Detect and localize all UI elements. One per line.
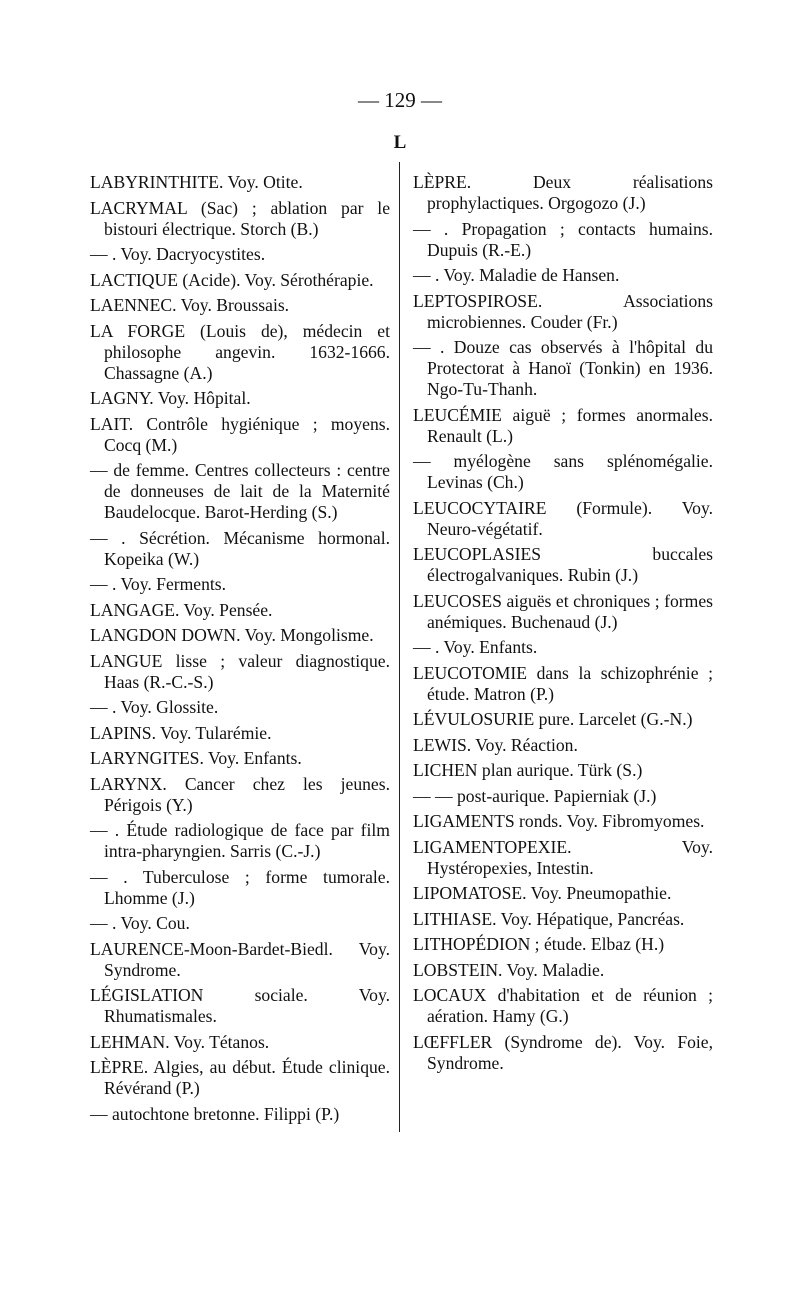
index-entry: LITHIASE. Voy. Hépatique, Pancréas. — [413, 908, 685, 929]
index-entry: — . Étude radiologique de face par film intra-pharyngien. Sarris (C.-J.) — [90, 820, 395, 861]
index-entry: LEWIS. Voy. Réaction. — [413, 734, 578, 755]
index-entry: LÈPRE. Algies, au début. Étude clinique. Révérand (P.) — [90, 1057, 395, 1098]
index-entry: LEUCÉMIE aiguë ; formes anormales. Renault (L.) — [413, 404, 718, 446]
index-entry: LEUCOCYTAIRE (Formule). Voy. Neuro-végétatif. — [413, 497, 718, 539]
index-entry: LAIT. Contrôle hygiénique ; moyens. Cocq (M.) — [90, 413, 395, 455]
column-divider — [399, 162, 400, 1132]
index-entry: LABYRINTHITE. Voy. Otite. — [90, 172, 303, 192]
index-entry: LŒFFLER (Syndrome de). Voy. Foie, Syndrome. — [413, 1031, 718, 1073]
index-entry: — . Voy. Maladie de Hansen. — [413, 265, 620, 285]
section-letter: L — [393, 132, 407, 153]
index-entry: LANGAGE. Voy. Pensée. — [90, 599, 273, 620]
index-entry: LA FORGE (Louis de), médecin et philosophe angevin. 1632-1666. Chassagne (A.) — [90, 320, 395, 383]
index-entry: — . Voy. Glossite. — [90, 697, 219, 717]
index-entry: LARYNX. Cancer chez les jeunes. Périgois (Y.) — [90, 773, 395, 815]
index-entry: LACRYMAL (Sac) ; ablation par le bistouri électrique. Storch (B.) — [90, 197, 395, 239]
index-entry: LAGNY. Voy. Hôpital. — [90, 388, 251, 408]
index-entry: — . Tuberculose ; forme tumorale. Lhomme (J.) — [90, 866, 395, 908]
index-entry: LIGAMENTOPEXIE. Voy. Hystéropexies, Intestin. — [413, 836, 718, 878]
index-entry: LIPOMATOSE. Voy. Pneumopathie. — [413, 883, 672, 903]
index-entry: — — post-aurique. Papierniak (J.) — [413, 785, 657, 806]
index-entry: — . Voy. Ferments. — [90, 574, 227, 594]
index-entry: LÉGISLATION sociale. Voy. Rhumatismales. — [90, 985, 395, 1026]
index-entry: — . Propagation ; contacts humains. Dupuis (R.-E.) — [413, 218, 718, 260]
index-entry: LOBSTEIN. Voy. Maladie. — [413, 959, 605, 980]
index-entry: LAPINS. Voy. Tularémie. — [90, 722, 272, 743]
index-entry: LIGAMENTS ronds. Voy. Fibromyomes. — [413, 811, 705, 831]
index-entry: LANGUE lisse ; valeur diagnostique. Haas (R.-C.-S.) — [90, 650, 395, 692]
index-entry: — myélogène sans splénomégalie. Levinas (Ch.) — [413, 451, 718, 492]
index-entry: — . Sécrétion. Mécanisme hormonal. Kopeika (W.) — [90, 527, 395, 569]
index-entry: — . Voy. Dacryocystites. — [90, 244, 266, 264]
index-entry: LANGDON DOWN. Voy. Mongolisme. — [90, 625, 374, 645]
index-entry: LÉVULOSURIE pure. Larcelet (G.-N.) — [413, 709, 693, 729]
page-number: — 129 — — [358, 88, 442, 112]
index-entry: LEUCOSES aiguës et chroniques ; formes anémiques. Buchenaud (J.) — [413, 590, 718, 632]
index-entry: LAENNEC. Voy. Broussais. — [90, 295, 290, 315]
index-entry: — autochtone bretonne. Filippi (P.) — [90, 1103, 340, 1124]
index-entry: — . Voy. Enfants. — [413, 637, 538, 657]
index-entry: — de femme. Centres collecteurs : centre de donneuses de lait de la Maternité Baudelocque. Barot-Herding (S.) — [90, 460, 395, 522]
index-entry: LITHOPÉDION ; étude. Elbaz (H.) — [413, 934, 665, 954]
index-entry: LICHEN plan aurique. Türk (S.) — [413, 760, 643, 780]
index-entry: LEHMAN. Voy. Tétanos. — [90, 1031, 270, 1052]
index-entry: — . Voy. Cou. — [90, 913, 190, 933]
left-column — [90, 172, 395, 1129]
index-entry: — . Douze cas observés à l'hôpital du Protectorat à Hanoï (Tonkin) en 1936. Ngo-Tu-Thanh. — [413, 337, 718, 399]
index-entry: LÈPRE. Deux réalisations prophylactiques. Orgogozo (J.) — [413, 172, 718, 213]
index-entry: LEUCOPLASIES buccales électrogalvaniques. Rubin (J.) — [413, 544, 718, 585]
index-entry: LOCAUX d'habitation et de réunion ; aération. Hamy (G.) — [413, 985, 718, 1026]
index-entry: LACTIQUE (Acide). Voy. Sérothérapie. — [90, 269, 374, 290]
index-entry: LAURENCE-Moon-Bardet-Biedl. Voy. Syndrome. — [90, 938, 395, 980]
index-entry: LEPTOSPIROSE. Associations microbiennes. Couder (Fr.) — [413, 290, 718, 332]
index-entry: LARYNGITES. Voy. Enfants. — [90, 748, 302, 768]
index-entry: LEUCOTOMIE dans la schizophrénie ; étude. Matron (P.) — [413, 662, 718, 704]
right-column — [413, 172, 718, 1078]
